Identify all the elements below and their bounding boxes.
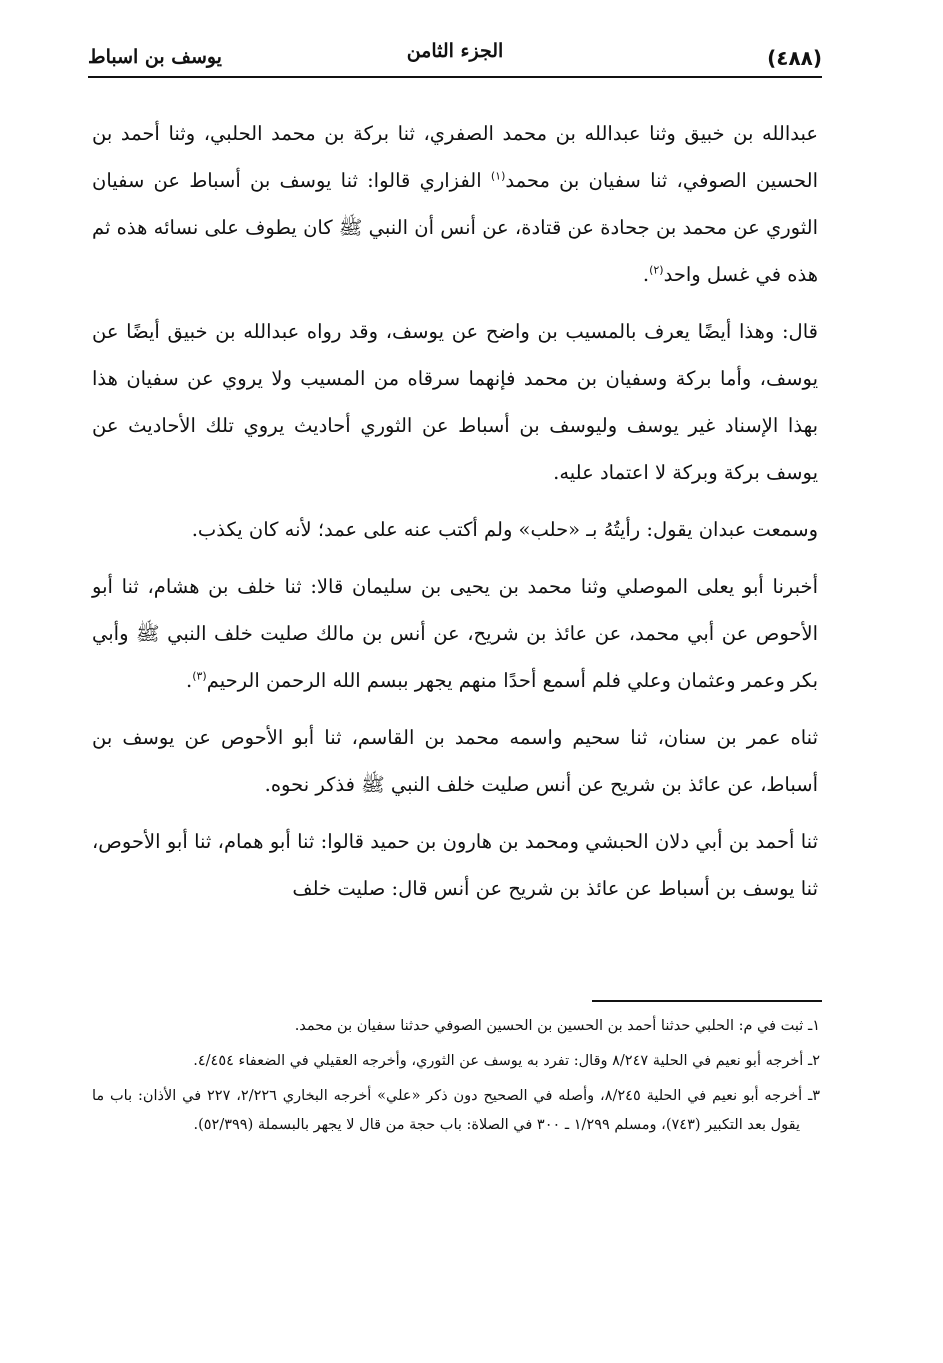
paragraph-text: ثنا أحمد بن أبي دلان الحبشي ومحمد بن هارون بن حميد قالوا: ثنا أبو همام، ثنا أبو الأحوص، ثنا يوسف بن أسباط عن عائذ بن شريح عن أنس قال: صليت خلف <box>92 830 818 900</box>
footnote-separator <box>592 1000 822 1002</box>
footnote-1: ١ـ ثبت في م: الحلبي حدثنا أحمد بن الحسين بن الحسين الصوفي حدثنا سفيان بن محمد. <box>294 1018 820 1034</box>
paragraph-3 <box>92 506 818 553</box>
header-rule <box>88 76 822 78</box>
paragraph-5 <box>92 714 818 808</box>
running-header <box>88 38 822 78</box>
volume-title: الجزء الثامن <box>406 40 504 62</box>
footnotes <box>92 1012 820 1146</box>
paragraph-text: قال: وهذا أيضًا يعرف بالمسيب بن واضح عن يوسف، وقد رواه عبدالله بن خبيق أيضًا عن يوسف، وأما بركة وسفيان بن محمد فإنهما سرقاه من المسيب ولا يروي عن سفيان هذا بهذا الإسناد غير يوسف وليوسف بن أسباط عن الثوري أحاديث يروي تلك الأحاديث عن يوسف بركة وبركة لا اعتماد عليه. <box>92 320 818 484</box>
footnote-ref-1: (١) <box>490 169 506 183</box>
paragraph-1 <box>92 110 818 298</box>
page-number: (٤٨٨) <box>767 46 822 70</box>
footnote-ref-3: (٣) <box>192 669 207 683</box>
footnote-ref-2: (٢) <box>649 263 664 277</box>
paragraph-text: أخبرنا أبو يعلى الموصلي وثنا محمد بن يحيى بن سليمان قالا: ثنا خلف بن هشام، ثنا أبو الأحوص عن أبي محمد، عن عائذ بن شريح، عن أنس بن مالك صليت خلف النبي ﷺ وأبي بكر وعمر وعثمان وعلي فلم أسمع أحدًا منهم يجهر ببسم الله الرحمن الرحيم <box>92 575 818 692</box>
paragraph-text: . <box>186 669 193 692</box>
paragraph-text: . <box>642 263 650 286</box>
footnote-3: ٣ـ أخرجه أبو نعيم في الحلية ٨/٢٤٥، وأصله في الصحيح دون ذكر «علي» أخرجه البخاري ٢/٢٢٦، ٢٢٧ في الأذان: باب ما يقول بعد التكبير (٧٤٣)، ومسلم ١/٢٩٩ ـ ٣٠٠ في الصلاة: باب حجة من قال لا يجهر بالبسملة (٥٢/٣٩٩). <box>92 1088 820 1133</box>
entry-name: يوسف بن اسباط <box>88 46 222 68</box>
paragraph-4 <box>92 563 818 704</box>
paragraph-6 <box>92 818 818 912</box>
paragraph-text: ثناه عمر بن سنان، ثنا سحيم واسمه محمد بن القاسم، ثنا أبو الأحوص عن يوسف بن أسباط، عن عائذ بن شريح عن أنس صليت خلف النبي ﷺ فذكر نحوه. <box>92 726 818 796</box>
main-text <box>92 110 818 922</box>
paragraph-text: الفزاري قالوا: ثنا يوسف بن أسباط عن سفيان الثوري عن محمد بن جحادة عن قتادة، عن أنس أن النبي ﷺ كان يطوف على نسائه هذه ثم هذه في غسل واحد <box>92 169 818 286</box>
paragraph-text: وسمعت عبدان يقول: رأيتُهُ بـ «حلب» ولم أكتب عنه على عمد؛ لأنه كان يكذب. <box>191 518 818 541</box>
paragraph-text: عبدالله بن خبيق وثنا عبدالله بن محمد الصفري، ثنا بركة بن محمد الحلبي، وثنا أحمد بن الحسين الصوفي، ثنا سفيان بن محمد <box>92 122 818 192</box>
footnote-2: ٢ـ أخرجه أبو نعيم في الحلية ٨/٢٤٧ وقال: تفرد به يوسف عن الثوري، وأخرجه العقيلي في الضعفاء ٤/٤٥٤. <box>193 1053 820 1069</box>
paragraph-2 <box>92 308 818 496</box>
